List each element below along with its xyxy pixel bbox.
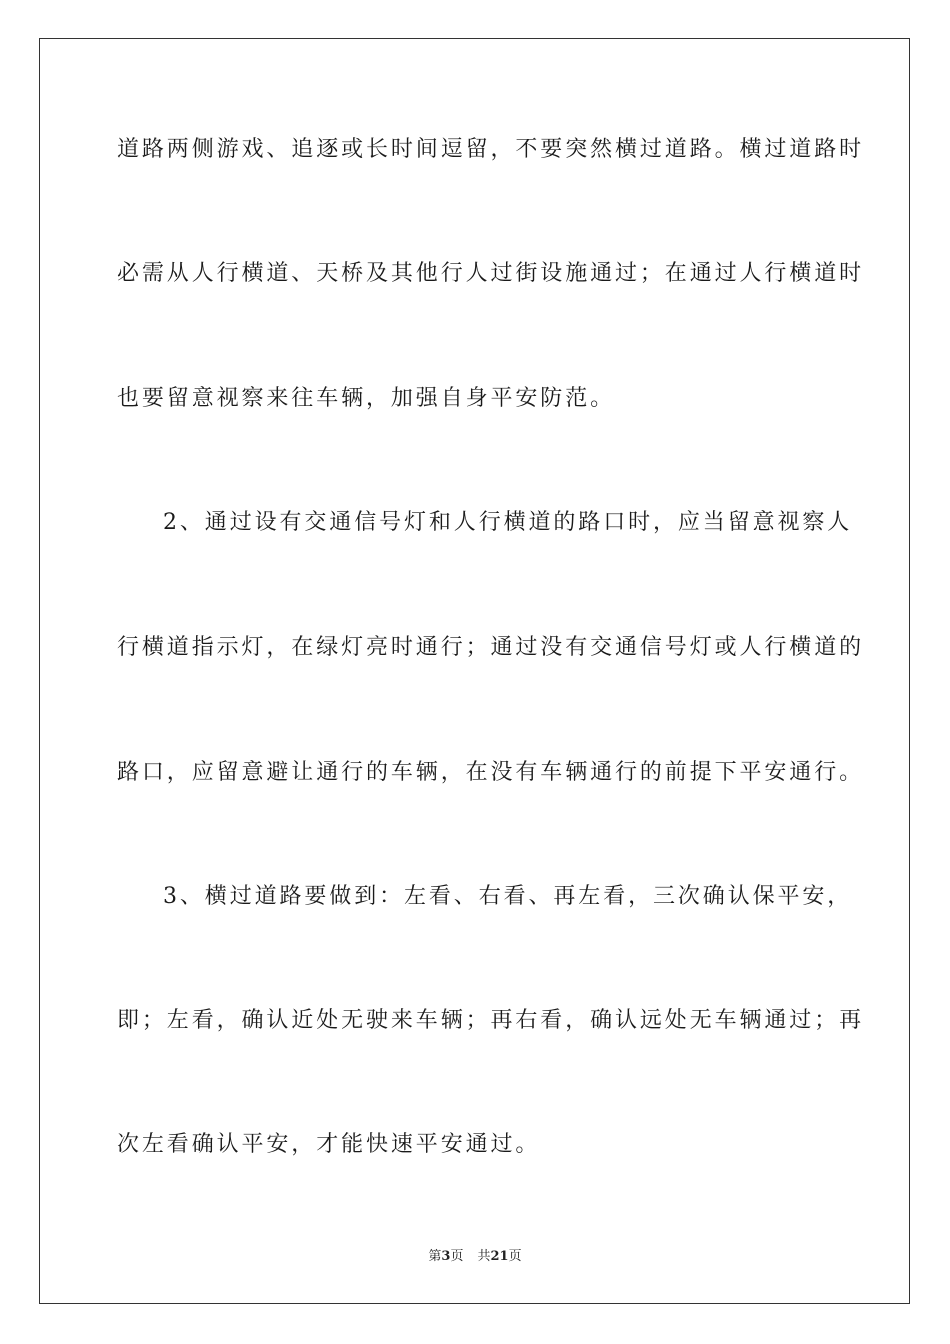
page-footer — [0, 1249, 950, 1265]
body-text-line: 行横道指示灯，在绿灯亮时通行；通过没有交通信号灯或人行横道的 — [117, 635, 865, 660]
body-text-line: 道路两侧游戏、追逐或长时间逗留，不要突然横过道路。横过道路时 — [117, 137, 865, 162]
body-text-line: 3、横过道路要做到：左看、右看、再左看，三次确认保平安， — [163, 884, 853, 909]
total-prefix: 共 — [477, 1249, 491, 1264]
page-border — [39, 38, 910, 1304]
body-text-line: 必需从人行横道、天桥及其他行人过街设施通过；在通过人行横道时 — [117, 261, 865, 286]
total-pages: 21 — [490, 1249, 509, 1264]
body-text-line: 路口，应留意避让通行的车辆，在没有车辆通行的前提下平安通行。 — [117, 760, 865, 785]
body-text-line: 2、通过设有交通信号灯和人行横道的路口时，应当留意视察人 — [163, 510, 853, 535]
body-text-line: 也要留意视察来往车辆，加强自身平安防范。 — [117, 386, 616, 411]
page-suffix: 页 — [450, 1249, 464, 1264]
total-suffix: 页 — [508, 1249, 522, 1264]
page-prefix: 第 — [428, 1249, 442, 1264]
page-number: 3 — [441, 1249, 451, 1264]
body-text-line: 即；左看，确认近处无驶来车辆；再右看，确认远处无车辆通过；再 — [117, 1008, 865, 1033]
body-text-line: 次左看确认平安，才能快速平安通过。 — [117, 1132, 541, 1157]
